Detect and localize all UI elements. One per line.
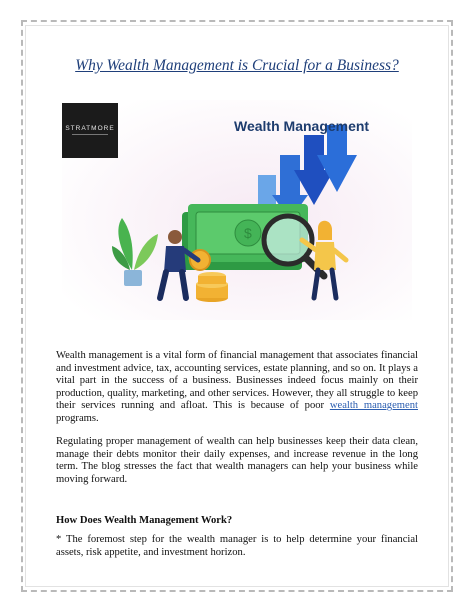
paragraph-intro-text: Wealth management is a vital form of financial management that associates financial and investment advice, tax, accounting services, estate planning, and so on. It plays a vital part in the success of a business. Businesses indeed focus mainly on their production, quality, marketing, and other services. However, they all struggle to keep their services running and afloat. This is because of poor — [56, 350, 418, 411]
wealth-management-link[interactable]: wealth management — [329, 400, 418, 411]
svg-text:$: $ — [244, 225, 252, 241]
section-heading: How Does Wealth Management Work? — [56, 515, 233, 526]
hero-heading: Wealth Management — [234, 118, 370, 134]
paragraph-foremost-step: * The foremost step for the wealth manager is to help determine your financial assets, risk appetite, and investment horizon. — [56, 534, 418, 558]
logo-divider — [72, 134, 108, 135]
page-title: Why Wealth Management is Crucial for a Business? — [75, 57, 399, 74]
stratmore-logo — [62, 103, 118, 158]
hero-illustration — [62, 100, 412, 320]
paragraph-intro — [56, 350, 418, 425]
paragraph-intro-tail: programs. — [56, 412, 99, 424]
logo-text: STRATMORE — [65, 125, 115, 132]
paragraph-regulating: Regulating proper management of wealth can help businesses keep their data clean, manage their debts monitor their daily expenses, and increase revenue in the long term. The blog stresses the fact that wealth managers can help your business while moving forward. — [56, 436, 418, 485]
